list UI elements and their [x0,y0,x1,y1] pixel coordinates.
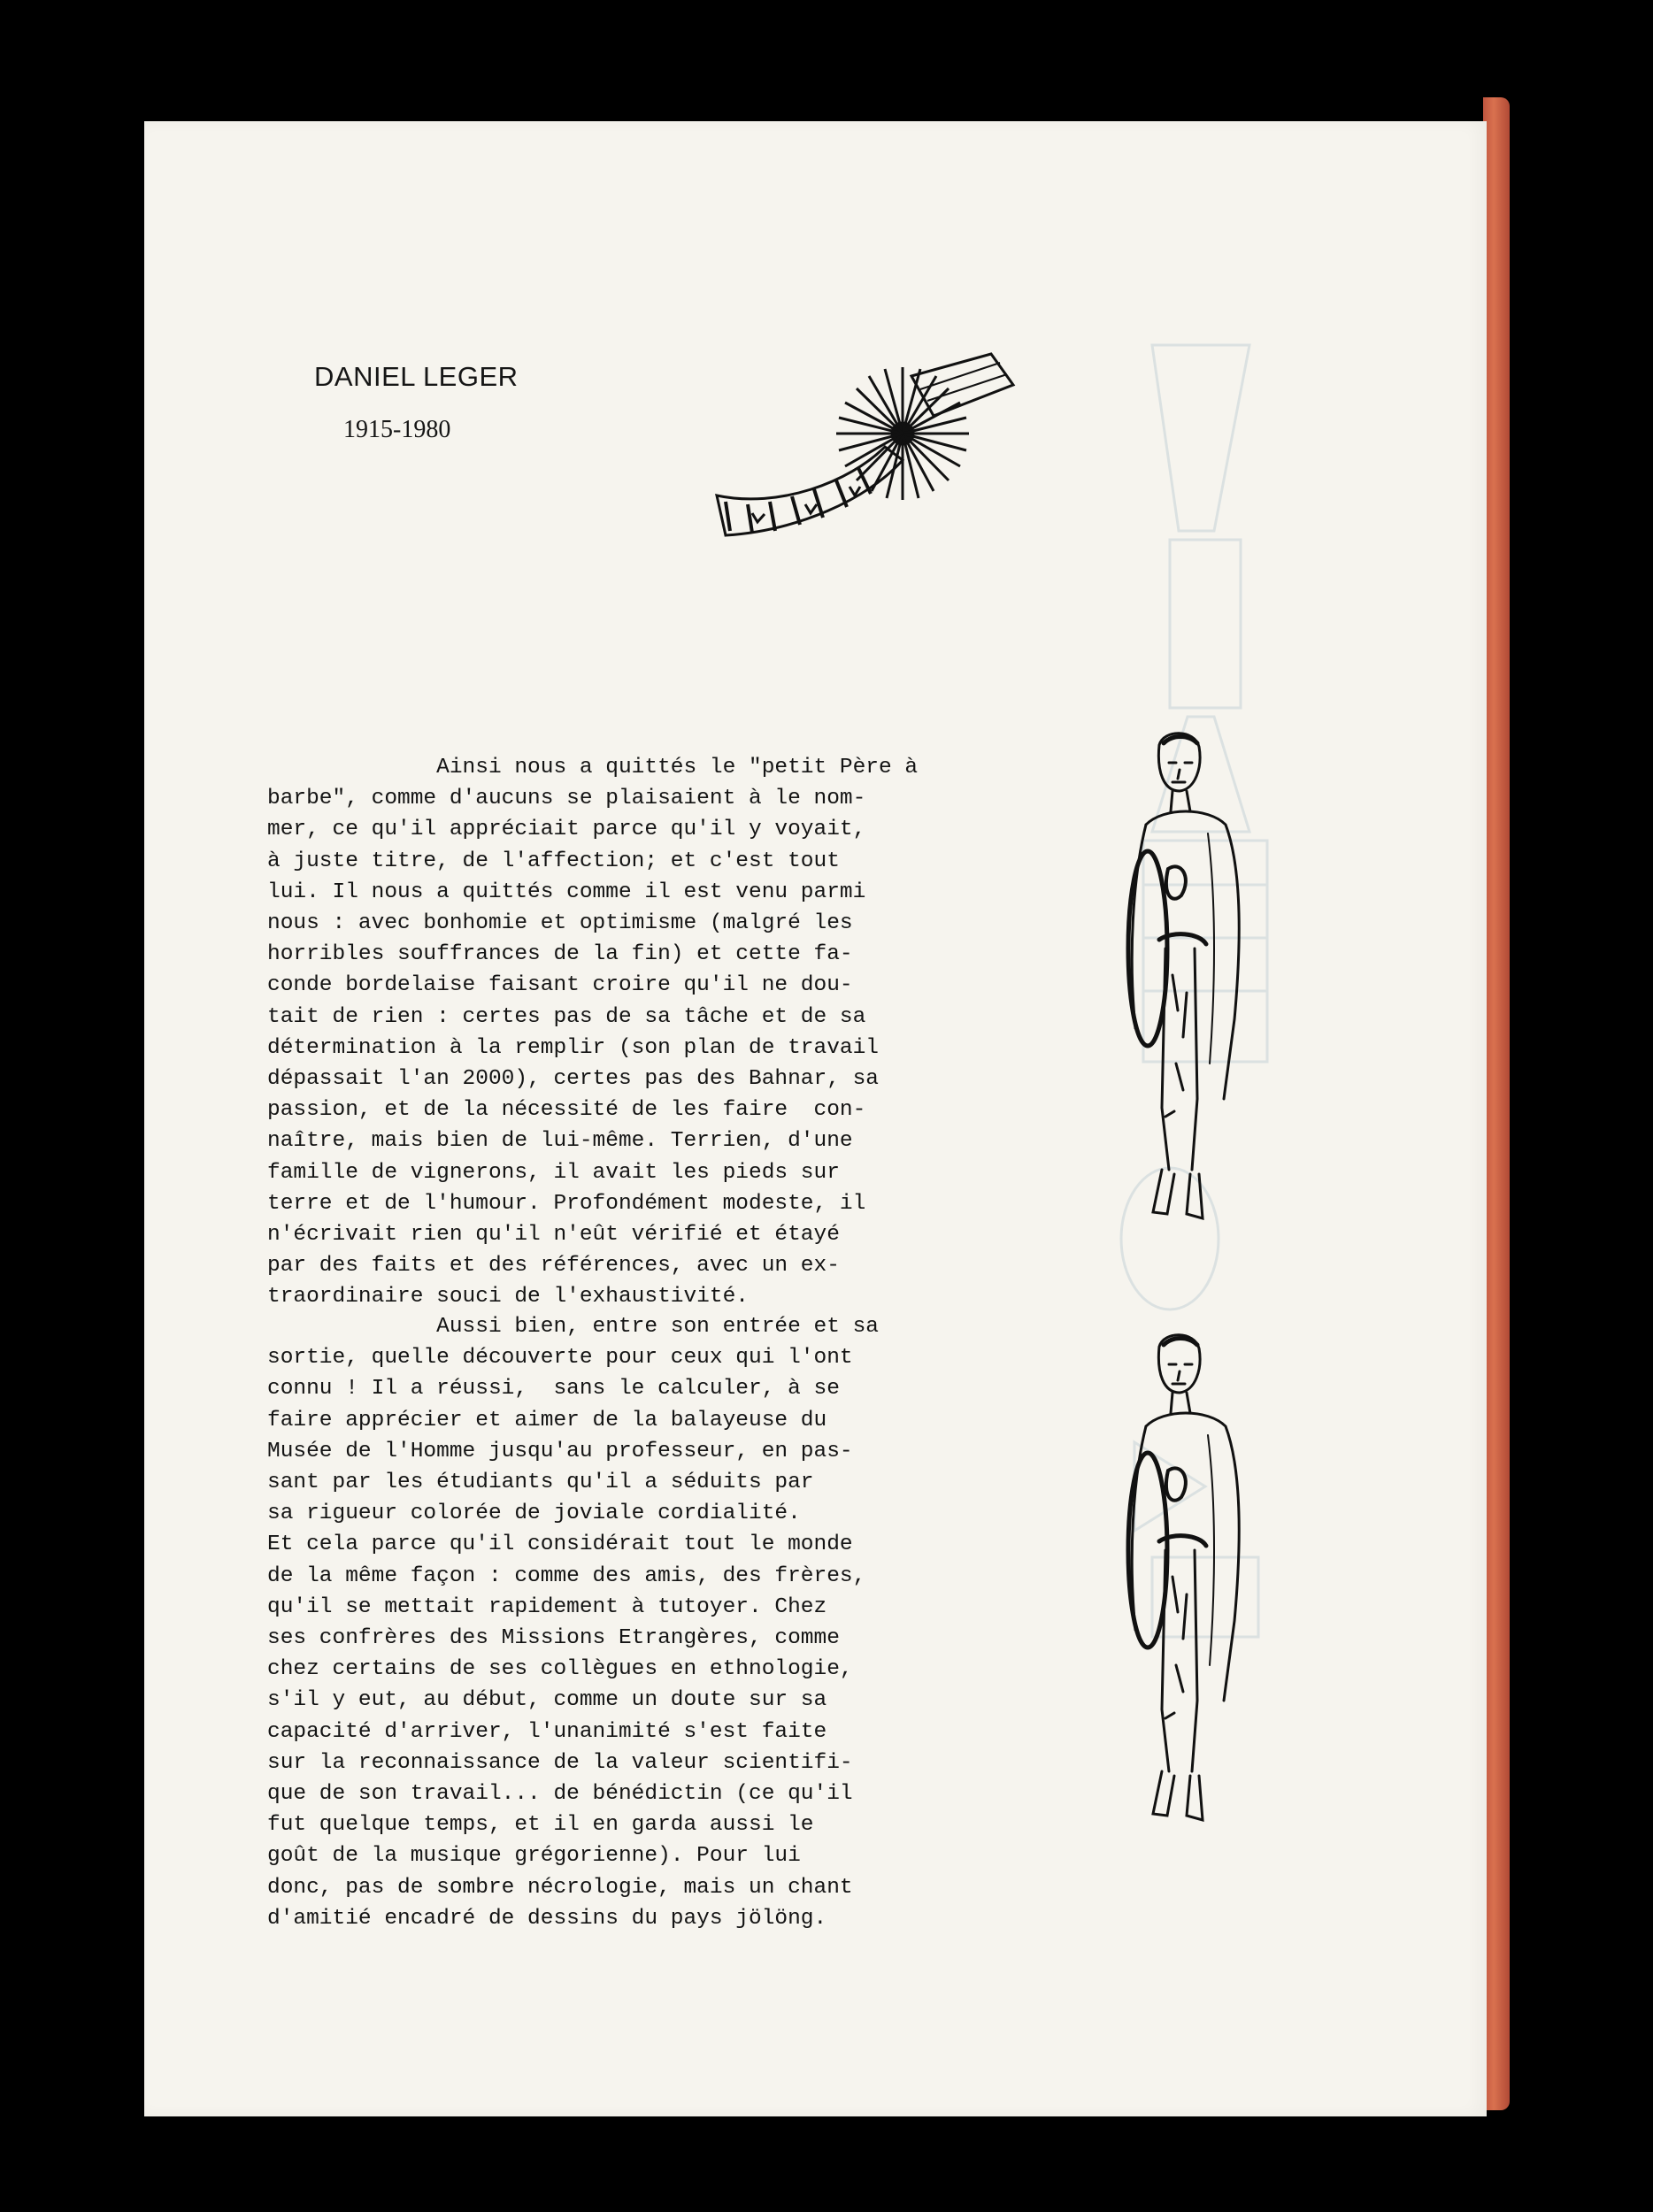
horn-drawing-icon [699,349,1035,553]
paragraph-2: Aussi bien, entre son entrée et sa sortie, quelle découverte pour ceux qui l'ont connu ! Il a réussi, sans le calculer, à se faire apprécier et aimer de la balayeuse du Musée de l'Homme jusqu'au professeur, en pas- sant par les étudiants qu'il a séduits par sa rigueur colorée de joviale cordialité. Et cela parce qu'il considérait tout le monde de la même façon : comme des amis, des frères, qu'il se mettait rapidement à tutoyer. Chez ses confrères des Missions Etrangères, comme chez certains de ses collègues en ethnologie, s'il y eut, au début, comme un doute sur sa capacité d'arriver, l'unanimité s'est faite sur la reconnaissance de la valeur scientifi- que de son travail... de bénédictin (ce qu'il fut quelque temps, et il en garda aussi le goût de la musique grégorienne). Pour lui donc, pas de sombre nécrologie, mais un chant d'amitié encadré de dessins du pays jölöng. [267,1315,880,1931]
article-heading: DANIEL LEGER [314,361,519,392]
standing-figure-icon [1111,1329,1243,1860]
page-edge [1483,97,1510,2110]
standing-figure-icon [1111,727,1243,1258]
life-dates: 1915-1980 [343,416,451,443]
paragraph-1: Ainsi nous a quittés le "petit Père à barbe", comme d'aucuns se plaisaient à le nom- mer, ce qu'il appréciait parce qu'il y voyait, à juste titre, de l'affection; et c'est tout lui. Il nous a quittés comme il est venu parmi nous : avec bonhomie et optimisme (malgré les horribles souffrances de la fin) et cette fa- conde bordelaise faisant croire qu'il ne dou- tait de rien : certes pas de sa tâche et de sa détermination à la remplir (son plan de travail dépassait l'an 2000), certes pas des Bahnar, sa passion, et de la nécessité de les faire con- naître, mais bien de lui-même. Terrien, d'une famille de vignerons, il avait les pieds sur terre et de l'humour. Profondément modeste, il n'écrivait rien qu'il n'eût vérifié et étayé par des faits et des références, avec un ex- traordinaire souci de l'exhaustivité. [267,756,919,1310]
